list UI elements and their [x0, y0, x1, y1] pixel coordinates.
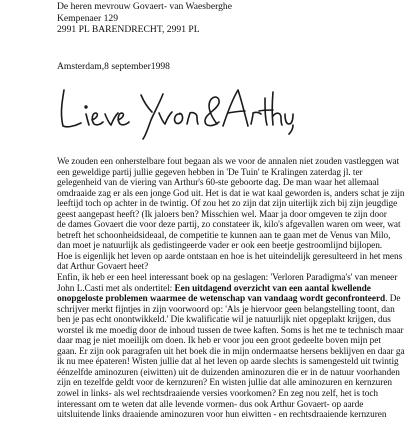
body-line: leeftijd toch op achter in de twintig. Of zou het zo zijn dat zijn uiterlijk zich bij zijn jeugdige — [57, 199, 398, 210]
address-block — [57, 1, 232, 36]
letter-date: Amsterdam,8 september1998 — [57, 61, 170, 72]
body-line: schrijver merkt fijntjes in zijn voorwoord op: 'Als je hiervoor geen belangstelling toont, dan — [57, 304, 395, 315]
body-line: gaan. Er zijn ook paragrafen uit het boek die in mijn ondermaatse hersens beklijven en daar ga — [57, 346, 405, 357]
handwritten-salutation — [55, 80, 295, 142]
body-line: geest aangepast heeft? (Ik jaloers ben? Misschien wel. Maar ja door omgeven te zijn door — [57, 209, 387, 220]
body-line-with-bold: onopgeloste problemen waarmee de wetenschap van vandaag wordt geconfronteerd. De — [57, 294, 401, 305]
body-line: Enfin, ik heb er een heel interessant boek op na geslagen: 'Verloren Paradigma's' van meneer — [57, 273, 398, 284]
body-line: betreft het schoonheidsideaal, de competitie te kunnen aan te gaan met de Venus van Milo, — [57, 230, 391, 241]
address-line-2: Kempenaer 129 — [57, 12, 119, 24]
body-line: éénzelfde aminozuren (eiwitten) uit de duizenden aminozuren die er in de natuur voorhanden — [57, 367, 400, 378]
body-line: gelegenheid van de viering van Arthur's 60-ste geboorte dag. De man waar het allemaal — [57, 178, 379, 189]
body-line: We zouden een onherstelbare fout begaan als we voor de annalen niet zouden vastleggen wat — [57, 157, 400, 167]
address-line-3: 2991 PL BARENDRECHT, 2991 PL — [57, 24, 200, 36]
body-line: dan moet je natuurlijk als gedistingeerde vader er ook een beetje gestroomlijnd bijlopen. — [57, 241, 383, 252]
body-line: de dames Govaert die voor deze partij, zo constateer ik, kilo's afgevallen waren om weer, wat — [57, 220, 401, 231]
address-line-1: De heren mevrouw Govaert- van Waesberghe — [57, 1, 232, 12]
body-line: een geweldige partij jullie gegeven hebben in 'De Tuin' te Kralingen zaterdag jl. ter — [57, 167, 363, 178]
body-line: omdraaide zag er als een jonge God uit. Het is dat ie wat kaal geworden is, anders schat je zijn — [57, 188, 405, 199]
body-line: Hoe is eigenlijk het leven op aarde ontstaan en hoe is het uiteindelijk geresulteerd in het mens — [57, 251, 403, 262]
body-line: zowel in links- als wel rechtsdraaiende versies voorkomen? En zeg nou zelf, het is toch — [57, 389, 379, 400]
body-line: daar mag je niet moeilijk om doen. Ik heb er voor jou een groot gedeelte boven mijn pet — [57, 336, 381, 347]
body-line: ik nu mee épateren! Wisten jullie dat al het leven op aarde slechts is samengesteld uit twintig — [57, 357, 399, 368]
body-line: worstel ik me moedig door de inhoud tussen de twee kaften. Soms is het me te technisch maar — [57, 325, 404, 336]
body-line: dat Arthur Govaert heet? — [57, 262, 149, 273]
salutation-script-drawing — [55, 80, 295, 142]
bold-subtitle-fragment: Een uitdagend overzicht van een aantal kwellende — [174, 283, 371, 294]
body-line: interessant om te weten dat alle levende vormen- dus ook Arthur Govaert- op aarde — [57, 399, 364, 410]
body-line: zijn en tezelfde geldt voor de kernzuren? En wisten jullie dat alle aminozuren en kernzuren — [57, 378, 393, 389]
body-line: uitsluitende links draaiende aminozuren voor hun eiwitten - en rechtsdraaiende kernzuren — [57, 410, 387, 421]
body-line-with-bold: John L.Casti met als ondertitel: Een uitdagend overzicht van een aantal kwellende — [57, 283, 371, 294]
body-line: ben je pas echt onontwikkeld.' Die kwalificatie wil je natuurlijk niet opgeplakt krijgen, dus — [57, 315, 391, 326]
letter-body — [57, 157, 405, 421]
bold-subtitle-fragment: onopgeloste problemen waarmee de wetenschap van vandaag wordt geconfronteerd — [57, 294, 386, 305]
